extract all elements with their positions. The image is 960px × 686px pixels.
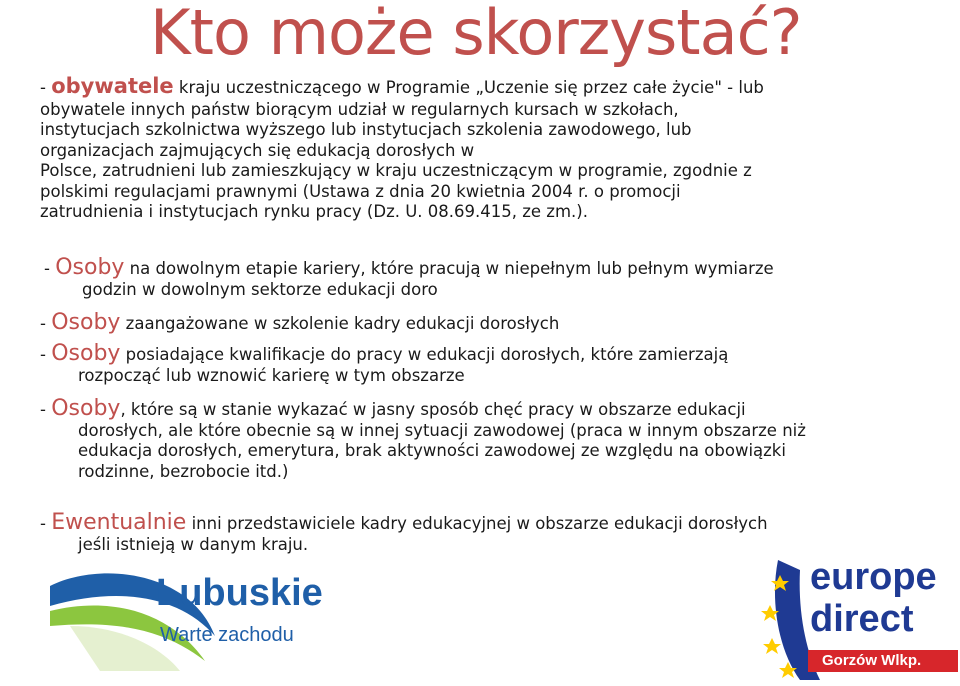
- bullet-dash: -: [40, 314, 52, 333]
- text-line: dorosłych, ale które obecnie są w innej sytuacji zawodowej (praca w innym obszarze niż: [78, 420, 806, 440]
- text-line: edukacja dorosłych, emerytura, brak aktywności zawodowej ze względu na obowiązki: [78, 441, 786, 460]
- eligibility-item: [40, 396, 806, 482]
- keyword-osoby: Osoby: [51, 310, 121, 335]
- lubuskie-name: Lubuskie: [156, 572, 323, 614]
- keyword-ewentualnie: Ewentualnie: [51, 510, 187, 535]
- eligibility-item: [40, 341, 729, 386]
- text: inni przedstawiciele kadry edukacyjnej w obszarze edukacji dorosłych: [186, 514, 768, 533]
- text: na dowolnym etapie kariery, które pracują w niepełnym lub pełnym wymiarze: [124, 259, 774, 278]
- lubuskie-tagline: Warte zachodu: [160, 624, 294, 646]
- text-line: Polsce, zatrudnieni lub zamieszkujący w kraju uczestniczącym w programie, zgodnie z: [40, 161, 752, 180]
- eligibility-item: [40, 510, 768, 555]
- text-line: instytucjach szkolnictwa wyższego lub instytucjach szkolenia zawodowego, lub: [40, 120, 692, 139]
- text: posiadające kwalifikacje do pracy w edukacji dorosłych, które zamierzają: [120, 345, 729, 364]
- text: zaangażowane w szkolenie kadry edukacji dorosłych: [120, 314, 560, 333]
- europe-direct-logo: [760, 550, 960, 682]
- bullet-dash: -: [40, 345, 52, 364]
- text-line: godzin w dowolnym sektorze edukacji doro: [82, 279, 438, 299]
- eligibility-citizens: [40, 76, 764, 223]
- text-line: rodzinne, bezrobocie itd.): [78, 461, 289, 481]
- bullet-dash: -: [40, 514, 52, 533]
- text-line: organizacjach zajmujących się edukacją dorosłych w: [40, 140, 475, 160]
- europe-direct-word2: direct: [810, 598, 914, 640]
- text: , które są w stanie wykazać w jasny sposób chęć pracy w obszarze edukacji: [120, 400, 746, 419]
- eligibility-item: [40, 310, 560, 335]
- text-line: obywatele innych państw biorącym udział w regularnych kursach w szkołach,: [40, 99, 679, 119]
- bullet-dash: -: [40, 78, 46, 97]
- lubuskie-logo: [40, 566, 340, 676]
- text-line: rozpocząć lub wznowić karierę w tym obszarze: [78, 365, 465, 385]
- text-line: polskimi regulacjami prawnymi (Ustawa z dnia 20 kwietnia 2004 r. o promocji: [40, 181, 681, 201]
- eligibility-item: [44, 255, 774, 300]
- europe-direct-city: Gorzów Wlkp.: [822, 652, 922, 669]
- text: kraju uczestniczącego w Programie „Uczenie się przez całe życie" - lub: [173, 78, 764, 97]
- europe-direct-word1: europe: [810, 556, 937, 598]
- bullet-dash: -: [40, 400, 52, 419]
- text-line: jeśli istnieją w danym kraju.: [78, 534, 309, 554]
- keyword-osoby: Osoby: [51, 341, 121, 366]
- keyword-osoby: Osoby: [55, 255, 125, 280]
- bullet-dash: -: [44, 259, 56, 278]
- text-line: zatrudnienia i instytucjach rynku pracy (Dz. U. 08.69.415, ze zm.).: [40, 202, 588, 221]
- keyword-osoby: Osoby: [51, 396, 121, 421]
- keyword-citizens: obywatele: [51, 74, 174, 98]
- page-title: Kto może skorzystać?: [150, 0, 802, 69]
